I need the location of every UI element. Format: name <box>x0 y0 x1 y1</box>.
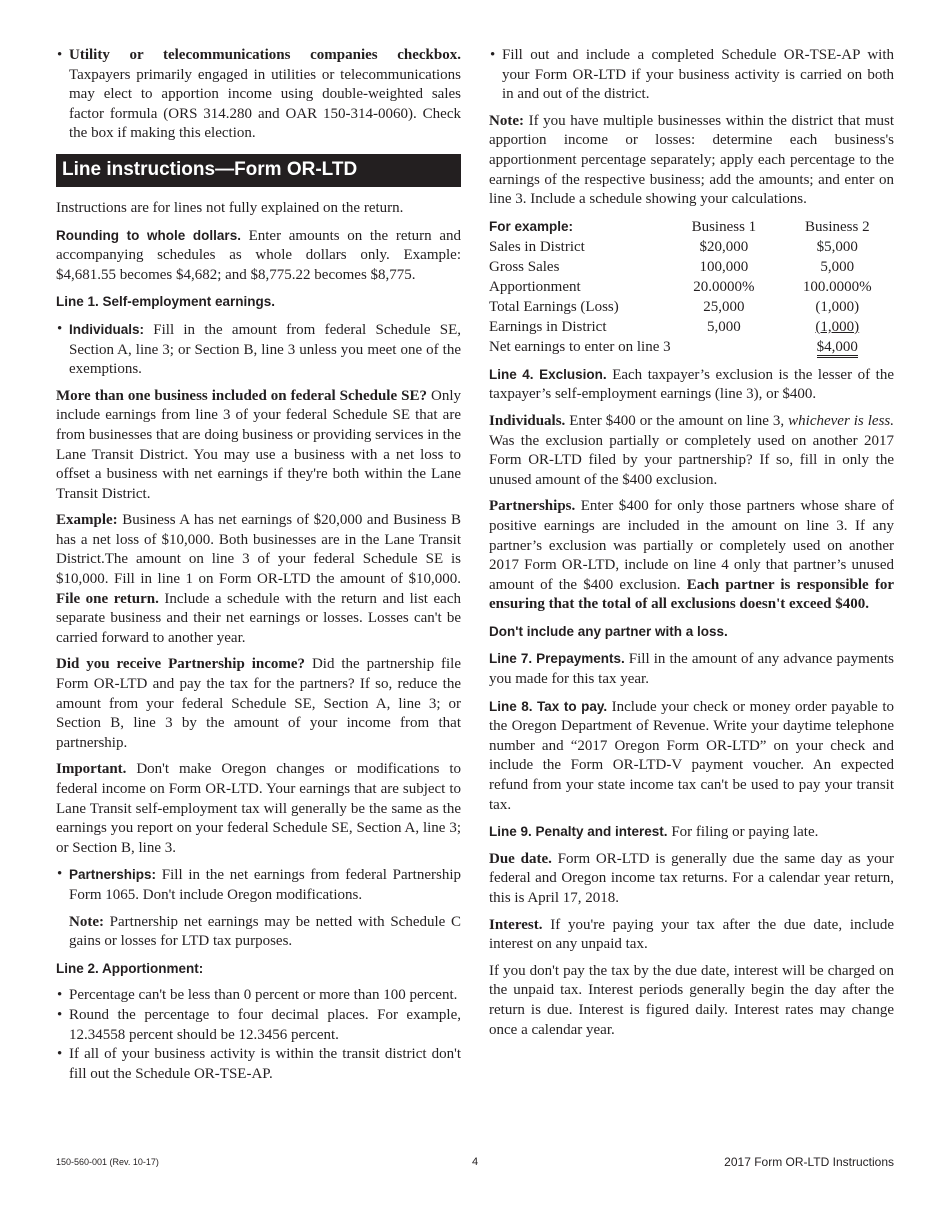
interest-heading: Interest. <box>489 916 543 933</box>
individuals-exclusion-text-1: Enter $400 or the amount on line 3, <box>565 412 789 429</box>
row-label: Total Earnings (Loss) <box>489 298 619 315</box>
due-date-text: Form OR-LTD is generally due the same day as your federal and Oregon income tax returns. For a calendar year return, this is April 17, 2018. <box>489 850 894 906</box>
individuals-text: Fill in the amount from federal Schedule SE, Section A, line 3; or Section B, line 3 unless you meet one of the exemptions. <box>69 321 461 378</box>
section-title: Line instructions—Form OR-LTD <box>56 154 461 187</box>
footer-form-number: 150-560-001 (Rev. 10-17) <box>56 1157 159 1167</box>
interest-paragraph-2: If you don't pay the tax by the due date, interest will be charged on the unpaid tax. Interest periods generally begin the day after the return is due. Interest is figured daily. Interest rates may change once a calendar year. <box>489 962 894 1038</box>
table-header-business-1: Business 1 <box>691 218 757 235</box>
partnerships-text: Fill in the net earnings from federal Partnership Form 1065. Don't include Oregon modifications. <box>69 867 461 903</box>
tse-bullet: • Fill out and include a completed Schedule OR-TSE-AP with your Form OR-LTD if your business activity is carried on both in and out of the district. <box>489 46 894 105</box>
partnership-income-paragraph <box>56 655 461 753</box>
line4-paragraph <box>489 365 894 405</box>
line1-heading-paragraph <box>56 292 461 313</box>
line9-paragraph <box>489 822 894 843</box>
more-text: Only include earnings from line 3 of your federal Schedule SE that are from businesses that are doing business or providing services in the Lane Transit District. You may use a business with a net loss to offset a business with net earnings if they're both within the Lane Transit District. <box>56 387 462 502</box>
table-header-label: For example: <box>489 218 574 234</box>
line1-heading: Line 1. Self-employment earnings. <box>56 294 276 310</box>
partnerships-exclusion-text: Enter $400 for only those partners whose share of positive earnings are included in the amount on line 3. If any partner’s exclusion was partially or completely used on another 2017 Form OR-LTD, include on line 4 only that partner’s unused amount of the $400 exclusion. <box>489 498 894 593</box>
rounding-text: Enter amounts on the return and accompanying schedules as whole dollars only. Example: $4,681.55 becomes $4,682; and $8,775.22 becomes $8,775. <box>56 227 461 283</box>
utility-heading: Utility or telecommunications companies checkbox. <box>69 47 461 63</box>
table-net-row <box>489 337 894 357</box>
important-paragraph <box>56 760 461 858</box>
line4-text: Each taxpayer’s exclusion is the lesser of the taxpayer’s self-employment earnings (line 3), or $400. <box>489 366 894 403</box>
footer-page-number: 4 <box>472 1156 479 1168</box>
line7-text: Fill in the amount of any advance payments you made for this tax year. <box>489 651 894 688</box>
intro-text: Instructions are for lines not fully explained on the return. <box>56 199 404 216</box>
partnerships-exclusion-heading: Partnerships. <box>489 498 576 515</box>
due-date-paragraph <box>489 850 894 909</box>
individuals-bullet <box>56 320 461 380</box>
partnerships-exclusion-bold: Each partner is responsible for ensuring that the total of all exclusions doesn't exceed $400. <box>489 576 894 613</box>
example-table <box>489 217 894 357</box>
row-business-1: 25,000 <box>703 298 745 315</box>
line4-heading: Line 4. Exclusion. <box>489 366 607 382</box>
table-row <box>489 277 894 297</box>
individuals-exclusion-text-2: Was the exclusion partially or completely used on another 2017 Form OR-LTD filed by your partnership? If so, fill in only the unused amount of the $400 exclusion. <box>489 432 894 488</box>
table-row <box>489 237 894 257</box>
row-label: Gross Sales <box>489 258 560 275</box>
line8-text: Include your check or money order payable to the Oregon Department of Revenue. Write your daytime telephone number and “2017 Oregon Form OR-LTD” on your check and include the Form OR-LTD-V payment voucher. An expected refund from your state income tax can't be used to pay your transit tax. <box>489 698 894 813</box>
partnership-income-heading: Did you receive Partnership income? <box>56 656 306 673</box>
line8-heading: Line 8. Tax to pay. <box>489 698 608 714</box>
partnership-note-text: Partnership net earnings may be netted with Schedule C gains or losses for LTD tax purposes. <box>69 913 461 950</box>
example-text-2: Include a schedule with the return and list each separate business and their net earnings or losses. Losses can't be carried forward to another year. <box>56 590 461 646</box>
individuals-exclusion-heading: Individuals. <box>489 412 566 429</box>
note-text: If you have multiple businesses within the district that must apportion income or losses: determine each business's apportionment percentage separately; apply each percentage to the earnings of the respective business; add the amounts; and enter on line 3. Include a schedule showing your calculations. <box>489 112 894 208</box>
example-paragraph <box>56 511 461 648</box>
utility-bullet <box>56 46 461 144</box>
table-row <box>489 297 894 317</box>
line2-bullet: • Round the percentage to four decimal places. For example, 12.34558 percent should be 12.3456 percent. <box>56 1006 461 1045</box>
no-loss-heading: Don't include any partner with a loss. <box>489 623 728 639</box>
net-value: $4,000 <box>817 339 858 358</box>
line2-heading-paragraph <box>56 959 461 980</box>
row-label: Apportionment <box>489 278 581 295</box>
partnerships-heading: Partnerships: <box>69 867 157 883</box>
row-business-2: $5,000 <box>816 238 858 255</box>
more-heading: More than one business included on federal Schedule SE? <box>56 387 427 404</box>
important-heading: Important. <box>56 761 127 778</box>
line7-heading: Line 7. Prepayments. <box>489 651 625 667</box>
line8-paragraph <box>489 697 894 816</box>
more-than-one-paragraph <box>56 387 461 505</box>
table-header-row <box>489 217 894 237</box>
right-column <box>489 46 894 1047</box>
line2-bullet: • If all of your business activity is within the transit district don't fill out the Schedule OR-TSE-AP. <box>56 1045 461 1084</box>
partnership-note-paragraph <box>56 913 461 952</box>
net-label: Net earnings to enter on line 3 <box>489 338 671 355</box>
note-heading: Note: <box>489 112 524 129</box>
row-business-2: 100.0000% <box>802 278 872 295</box>
partnership-note-heading: Note: <box>69 913 104 930</box>
partnership-income-text: Did the partnership file Form OR-LTD and pay the tax for the partners? If so, reduce the amount from your federal Schedule SE, Section A, line 3; or Section B, line 3 by the amount of your income from that partnership. <box>56 656 461 751</box>
line9-heading: Line 9. Penalty and interest. <box>489 824 668 840</box>
important-text: Don't make Oregon changes or modifications to federal income on Form OR-LTD. Your earnings that are subject to Lane Transit self-employment tax will generally be the same as the earnings you report on your federal Schedule SE, Section A, line 3; or Section B, line 3. <box>56 761 461 856</box>
table-row <box>489 317 894 337</box>
individuals-heading: Individuals: <box>69 321 145 337</box>
rounding-heading: Rounding to whole dollars. <box>56 227 241 243</box>
row-business-1: $20,000 <box>699 238 749 255</box>
row-business-2: (1,000) <box>815 298 860 315</box>
individuals-exclusion-italic: whichever is less. <box>788 412 894 429</box>
footer-document-title: 2017 Form OR-LTD Instructions <box>724 1155 894 1169</box>
example-text-1: Business A has net earnings of $20,000 and Business B has a net loss of $10,000. Both businesses are in the Lane Transit District.The amount on line 3 of your federal Schedule SE is $10,000. Fill in line 1 on Form OR-LTD the amount of $10,000. <box>56 512 461 588</box>
row-business-2: 5,000 <box>820 258 855 275</box>
example-bold: File one return. <box>56 590 159 607</box>
left-column <box>56 46 461 1084</box>
utility-text: Taxpayers primarily engaged in utilities or telecommunications may elect to apportion income using double-weighted sales factor formula (ORS 314.280 and OAR 150-314-0060). Check the box if making this election. <box>69 66 461 142</box>
line2-bullet: • Percentage can't be less than 0 percent or more than 100 percent. <box>56 986 461 1006</box>
interest-paragraph <box>489 916 894 955</box>
due-date-heading: Due date. <box>489 850 552 867</box>
line9-text: For filing or paying late. <box>667 824 819 841</box>
row-business-2: (1,000) <box>815 318 860 335</box>
row-label: Sales in District <box>489 238 585 255</box>
no-loss-paragraph <box>489 622 894 643</box>
line2-heading: Line 2. Apportionment: <box>56 960 204 976</box>
partnerships-bullet <box>56 865 461 905</box>
table-row <box>489 257 894 277</box>
interest-text: If you're paying your tax after the due date, include interest on any unpaid tax. <box>489 916 894 953</box>
line7-paragraph <box>489 649 894 689</box>
row-business-1: 5,000 <box>707 318 741 335</box>
rounding-paragraph <box>56 226 461 286</box>
table-header-business-2: Business 2 <box>804 218 870 235</box>
partnerships-exclusion-paragraph <box>489 497 894 615</box>
row-label: Earnings in District <box>489 318 607 335</box>
example-heading: Example: <box>56 512 118 529</box>
row-business-1: 20.0000% <box>693 278 755 295</box>
multiple-business-note <box>489 112 894 210</box>
individuals-exclusion-paragraph <box>489 412 894 490</box>
row-business-1: 100,000 <box>699 258 749 275</box>
